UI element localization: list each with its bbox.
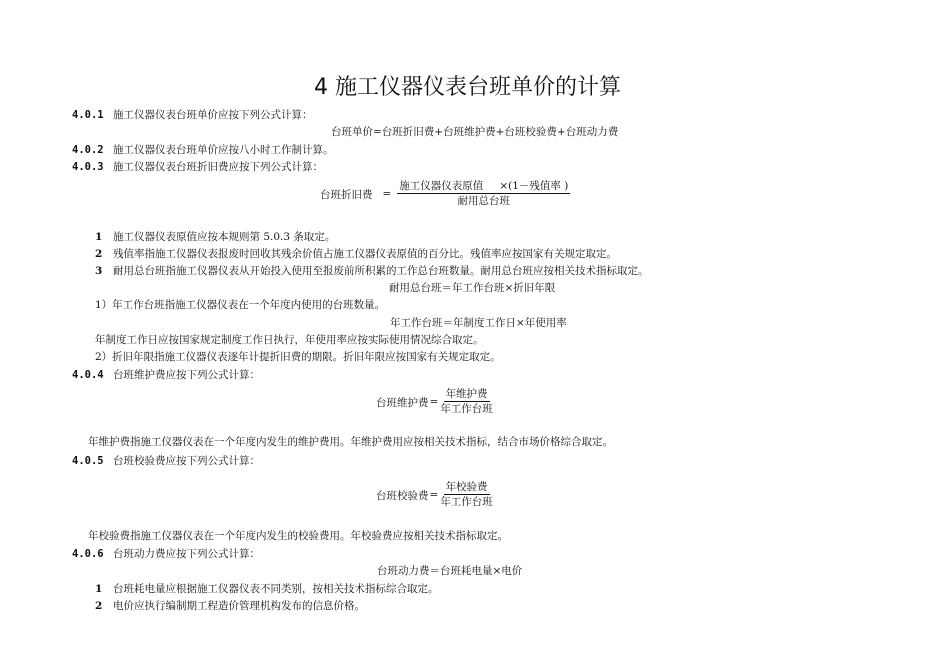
list-item: 电价应执行编制期工程造价管理机构发布的信息价格。	[113, 600, 365, 612]
formula-annual-shifts: 年工作台班＝年制度工作日×年使用率	[390, 317, 567, 329]
list-item-number: 1	[95, 231, 103, 243]
sub-item: 1）年工作台班指施工仪器仪表在一个年度内使用的台班数量。	[95, 299, 386, 311]
clause-text-4-0-1: 施工仪器仪表台班单价应按下列公式计算：	[113, 109, 313, 121]
formula-denominator: 耐用总台班	[457, 195, 511, 208]
clause-number-4-0-6: 4.0.6	[72, 548, 104, 560]
formula-equals: =	[382, 188, 392, 201]
list-item: 耐用总台班指施工仪器仪表从开始投入使用至报废前所积累的工作总台班数量。耐用总台班应按相关技术指标取定。	[113, 265, 649, 277]
page-title: 4 施工仪器仪表台班单价的计算	[314, 75, 621, 100]
formula-lhs: 台班维护费	[376, 396, 429, 409]
formula-fraction	[397, 181, 570, 207]
clause-text-4-0-2: 施工仪器仪表台班单价应按八小时工作制计算。	[113, 144, 334, 156]
formula-lhs: 台班折旧费	[320, 188, 373, 201]
list-item-number: 2	[95, 248, 103, 260]
formula-unit-price: 台班单价=台班折旧费+台班维护费+台班校验费+台班动力费	[331, 126, 619, 138]
list-item-number: 3	[95, 265, 103, 277]
list-item-number: 2	[95, 600, 103, 612]
formula-numerator: 年维护费	[444, 389, 490, 402]
formula-numerator: 施工仪器仪表原值 ×(1－残值率 )	[397, 181, 570, 194]
list-item-number: 1	[95, 583, 103, 595]
clause-note: 年维护费指施工仪器仪表在一个年度内发生的维护费用。年维护费用应按相关技术指标，结合市场价格综合取定。	[88, 436, 613, 448]
clause-text-4-0-5: 台班校验费应按下列公式计算：	[113, 455, 260, 467]
clause-text-4-0-4: 台班维护费应按下列公式计算：	[113, 369, 260, 381]
clause-number-4-0-1: 4.0.1	[72, 109, 104, 121]
clause-text-4-0-6: 台班动力费应按下列公式计算：	[113, 548, 260, 560]
list-item: 施工仪器仪表原值应按本规则第 5.0.3 条取定。	[113, 231, 336, 243]
formula-calibration	[376, 482, 493, 508]
clause-number-4-0-3: 4.0.3	[72, 161, 104, 173]
list-item: 台班耗电量应根据施工仪器仪表不同类别，按相关技术指标综合取定。	[113, 583, 439, 595]
formula-fraction	[440, 482, 493, 508]
formula-equals: =	[429, 396, 439, 409]
formula-power: 台班动力费＝台班耗电量×电价	[377, 565, 523, 577]
sub-item-note: 年制度工作日应按国家规定制度工作日执行，年使用率应按实际使用情况综合取定。	[95, 334, 484, 346]
formula-total-shifts: 耐用总台班＝年工作台班×折旧年限	[389, 282, 556, 294]
formula-equals: =	[429, 489, 439, 502]
clause-number-4-0-4: 4.0.4	[72, 369, 104, 381]
formula-lhs: 台班校验费	[376, 489, 429, 502]
sub-item: 2）折旧年限指施工仪器仪表逐年计提折旧费的期限。折旧年限应按国家有关规定取定。	[95, 351, 501, 363]
formula-maintenance	[376, 389, 493, 415]
clause-text-4-0-3: 施工仪器仪表台班折旧费应按下列公式计算：	[113, 161, 323, 173]
formula-denominator: 年工作台班	[440, 496, 493, 509]
formula-denominator: 年工作台班	[440, 403, 493, 416]
formula-numerator: 年校验费	[444, 482, 490, 495]
formula-depreciation	[320, 181, 570, 207]
clause-number-4-0-5: 4.0.5	[72, 455, 104, 467]
formula-fraction	[440, 389, 493, 415]
clause-note: 年校验费指施工仪器仪表在一个年度内发生的校验费用。年校验费应按相关技术指标取定。	[88, 530, 508, 542]
clause-number-4-0-2: 4.0.2	[72, 144, 104, 156]
list-item: 残值率指施工仪器仪表报废时回收其残余价值占施工仪器仪表原值的百分比。残值率应按国家有关规定取定。	[113, 248, 617, 260]
